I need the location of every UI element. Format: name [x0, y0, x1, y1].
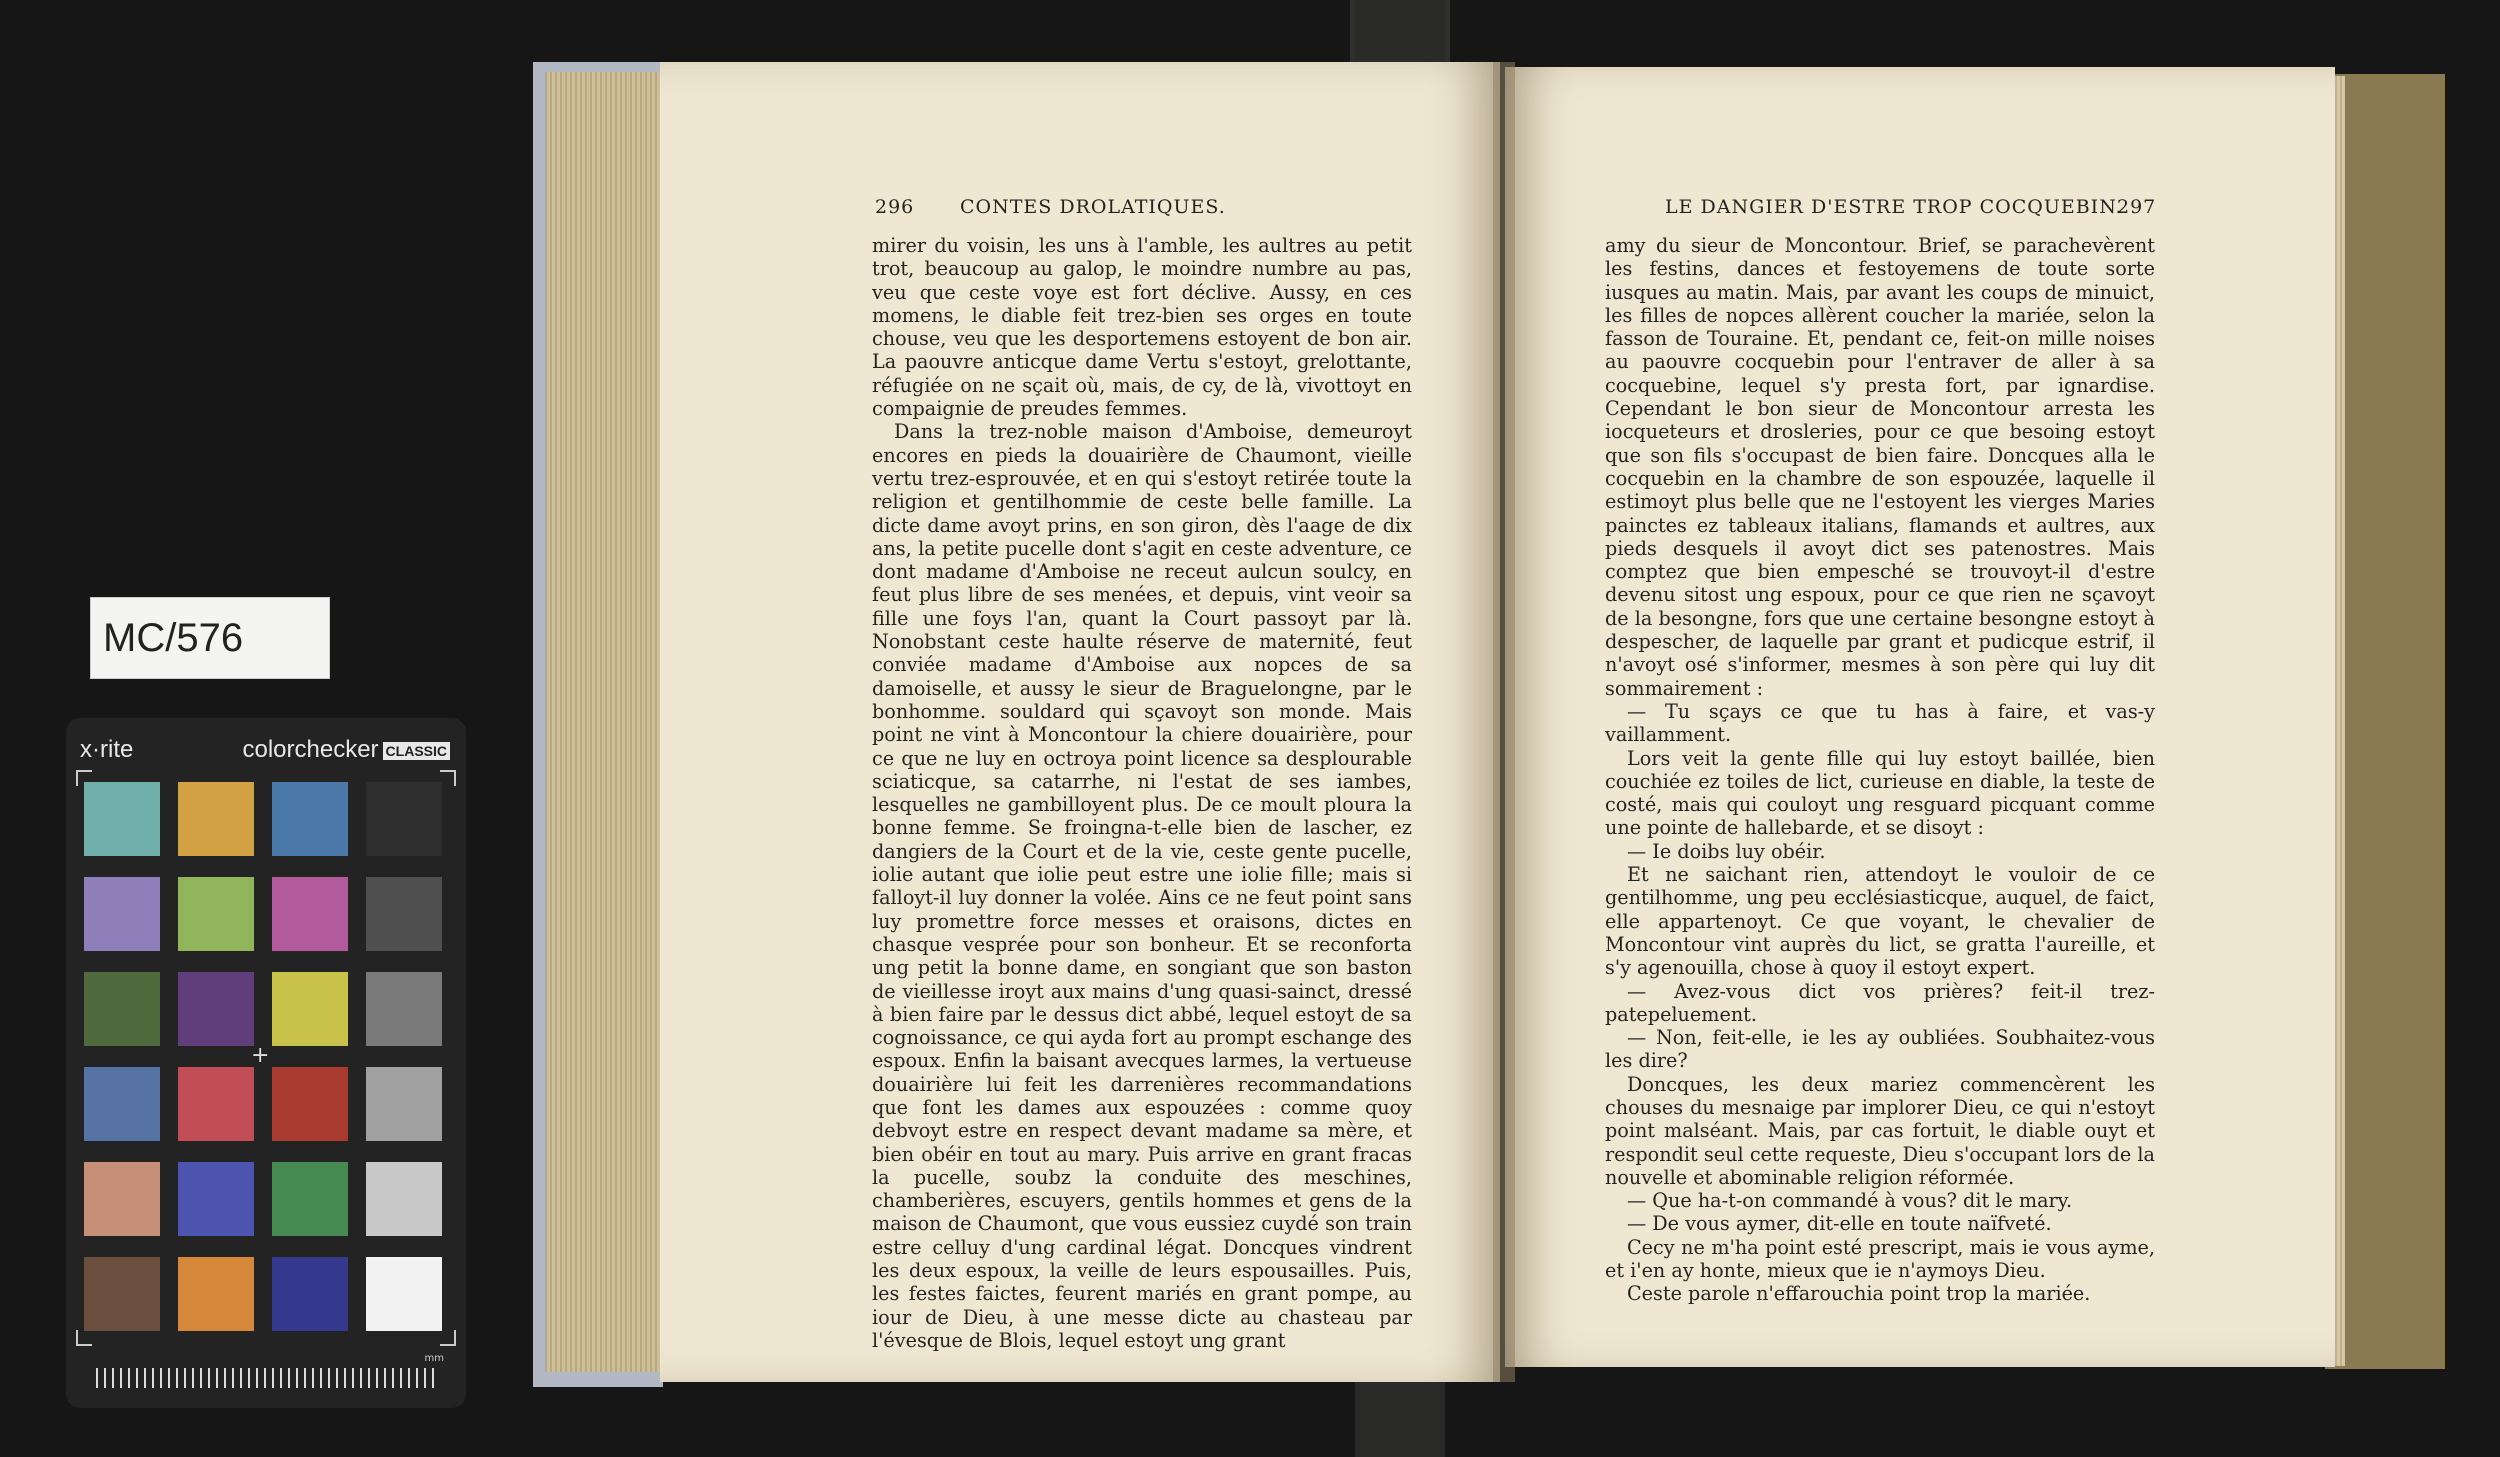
left-page-number: 296	[875, 196, 915, 218]
color-swatch	[84, 1067, 160, 1141]
paragraph: amy du sieur de Moncontour. Brief, se parachevèrent les festins, dances et festoyemens de toute sorte iusques au matin. Mais, par avant les coups de minuict, les filles de nopces allèrent coucher la mariée, selon la fasson de Touraine. Et, pendant ce, feit-on mille noises au paouvre cocquebin pour l'entraver de aller à sa cocquebine, lequel s'y presta fort, par ignardise. Cependant le bon sieur de Moncontour arresta les iocqueteurs et drosleries, pour ce que besoing estoyt que son fils s'occupast de bien faire. Doncques alla le cocquebin en la chambre de son espouzée, laquelle il estimoyt plus belle que ne l'estoyent les vierges Maries painctes ez tableaux italians, flamands et aultres, aux pieds desquels il avoyt dict ses patenostres. Mais comptez que bien empesché se trouvoyt-il d'estre devenu sitost ung espoux, pour ce que rien ne sçavoyt de la besongne, fors que une certaine besongne estoyt à despescher, de laquelle par grant et pudicque estrif, il n'avoyt osé s'informer, mesmes à son père qui luy dit sommairement :	[1605, 234, 2155, 700]
left-page	[660, 62, 1500, 1382]
ruler-unit: mm	[424, 1353, 444, 1364]
paragraph: Dans la trez-noble maison d'Amboise, demeuroyt encores en pieds la douairière de Chaumont, vieille vertu trez-esprouvée, et en qui s'estoyt retirée toute la religion et gentilhommie de ceste belle famille. La dicte dame avoyt prins, en son giron, dès l'aage de dix ans, la petite pucelle dont s'agit en ceste adventure, ce dont madame d'Amboise ne receut aulcun soulcy, en feut plus libre de ses menées, et depuis, vint veoir sa fille une foys l'an, quant la Court passoyt par là. Nonobstant ceste haulte réserve de maternité, feut conviée madame d'Amboise aux nopces de sa damoiselle, et aussy le sieur de Braguelongne, par le bonhomme. souldard qui sçavoyt son monde. Mais point ne vint à Moncontour la chiere douairière, pour ce que ne luy en octroya point licence sa desplourable sciaticque, sa catarrhe, ni l'estat de ses iambes, lesquelles ne gambilloyent plus. De ce moult ploura la bonne femme. Se froingna-t-elle bien de lascher, ez dangiers de la Court et de la vie, ceste gente pucelle, iolie autant que iolie peut estre une iolie fille; mais si falloyt-il luy donner la volée. Ains ce ne feut point sans luy promettre force messes et oraisons, dictes en chasque vesprée pour son bonheur. Et se reconforta ung petit la bonne dame, en songiant que son baston de vieillesse iroyt aux mains d'ung quasi-sainct, dressé à bien faire par le dessus dict abbé, lequel estoyt de sa cognoissance, ce qui ayda fort au prompt eschange des espoux. Enfin la baisant avecques larmes, la vertueuse douairière lui feit les darrenières recommandations que font les dames aux espouzées : comme quoy debvoyt estre en respect devant madame sa mère, et bien obéir en tout au mary. Puis arrive en grant fracas la pucelle, soubz la conduite des meschines, chamberières, escuyers, gentils hommes et gens de la maison de Chaumont, que vous eussiez cuydé son train estre celluy d'ung cardinal légat. Doncques vindrent les deux espoux, la veille de leurs espousailles. Puis, les festes faictes, feurent mariés en grant pompe, au iour de Dieu, à une messe dicte au chasteau par l'évesque de Blois, lequel estoyt ung grant	[872, 420, 1412, 1352]
paragraph: — Non, feit-elle, ie les ay oubliées. Soubhaitez-vous les dire?	[1605, 1026, 2155, 1073]
color-swatch	[178, 1162, 254, 1236]
color-swatch	[366, 972, 442, 1046]
classic-badge: CLASSIC	[383, 742, 450, 760]
color-swatch	[84, 782, 160, 856]
paragraph: Et ne saichant rien, attendoyt le vouloir de ce gentilhomme, ung peu ecclésiasticque, auquel, de faict, elle appartenoyt. Ce que voyant, le chevalier de Moncontour vint auprès du lict, se gratta l'aureille, et s'y agenouilla, chose à quoy il estoyt expert.	[1605, 863, 2155, 980]
right-page-number: 297	[2117, 196, 2157, 218]
color-swatch	[178, 1257, 254, 1331]
color-swatch	[84, 1162, 160, 1236]
color-swatch	[84, 1257, 160, 1331]
color-swatch	[272, 1067, 348, 1141]
paragraph: mirer du voisin, les uns à l'amble, les aultres au petit trot, beaucoup au galop, le moindre numbre au pas, veu que ceste voye est fort déclive. Aussy, en ces momens, le diable feit trez-bien ses orges en toute chouse, veu que les desportemens estoyent de bon air. La paouvre anticque dame Vertu s'estoyt, grelottante, réfugiée on ne sçait où, mais, de cy, de là, vivottoyt en compaignie de preudes femmes.	[872, 234, 1412, 421]
open-book	[505, 62, 2445, 1392]
color-swatch	[366, 782, 442, 856]
color-swatch	[272, 972, 348, 1046]
paragraph: Cecy ne m'ha point esté prescript, mais ie vous ayme, et i'en ay honte, mieux que ie n'aymoys Dieu.	[1605, 1235, 2155, 1283]
color-swatch	[178, 972, 254, 1046]
left-page-text	[872, 234, 1412, 1352]
paragraph: — De vous aymer, dit-elle en toute naïfveté.	[1627, 1212, 2052, 1236]
paragraph: — Que ha-t-on commandé à vous? dit le mary.	[1627, 1189, 2073, 1213]
right-page	[1505, 67, 2335, 1367]
color-swatch	[366, 1162, 442, 1236]
paragraph: Ceste parole n'effarouchia point trop la mariée.	[1627, 1282, 2091, 1306]
corner-mark	[76, 1330, 92, 1346]
call-number-label	[90, 597, 330, 679]
paragraph: Doncques, les deux mariez commencèrent les chouses du mesnaige par implorer Dieu, ce qui n'estoyt point malséant. Mais, par cas fortuit, le diable ouyt et respondit seul cette requeste, Dieu s'occupant lors de la nouvelle et abominable religion réformée.	[1605, 1072, 2155, 1189]
color-checker-card	[66, 718, 466, 1408]
color-swatch	[84, 877, 160, 951]
colorchecker-title	[242, 736, 450, 764]
right-page-text	[1605, 234, 2155, 1306]
book-gutter	[1493, 62, 1515, 1382]
right-running-head: LE DANGIER D'ESTRE TROP COCQUEBIN.	[1665, 196, 2123, 218]
color-swatch	[272, 1257, 348, 1331]
paragraph: Lors veit la gente fille qui luy estoyt baillée, bien couchiée ez toiles de lict, curieuse en diable, la teste de costé, mais qui couloyt ung resguard picquant comme une pointe de hallebarde, et se disoyt :	[1605, 746, 2155, 840]
color-swatch	[272, 782, 348, 856]
paragraph: — Avez-vous dict vos prières? feit-il trez-patepeluement.	[1605, 979, 2155, 1026]
xrite-logo: x·rite	[80, 736, 134, 763]
color-swatch	[178, 782, 254, 856]
color-swatch	[366, 877, 442, 951]
left-page-edges	[545, 72, 675, 1372]
left-running-head: CONTES DROLATIQUES.	[960, 196, 1226, 218]
mm-ruler	[96, 1368, 436, 1388]
color-swatch	[178, 877, 254, 951]
corner-mark	[440, 1330, 456, 1346]
crosshair-icon: +	[251, 1043, 270, 1068]
colorchecker-name: colorchecker	[242, 736, 379, 763]
color-swatch	[366, 1257, 442, 1331]
color-swatch	[272, 1162, 348, 1236]
color-swatch	[366, 1067, 442, 1141]
call-number-text: MC/576	[103, 615, 244, 660]
color-swatch	[272, 877, 348, 951]
paragraph: — Tu sçays ce que tu has à faire, et vas-y vaillamment.	[1605, 699, 2155, 747]
color-swatch	[178, 1067, 254, 1141]
color-swatch	[84, 972, 160, 1046]
paragraph: — Ie doibs luy obéir.	[1627, 839, 1826, 863]
